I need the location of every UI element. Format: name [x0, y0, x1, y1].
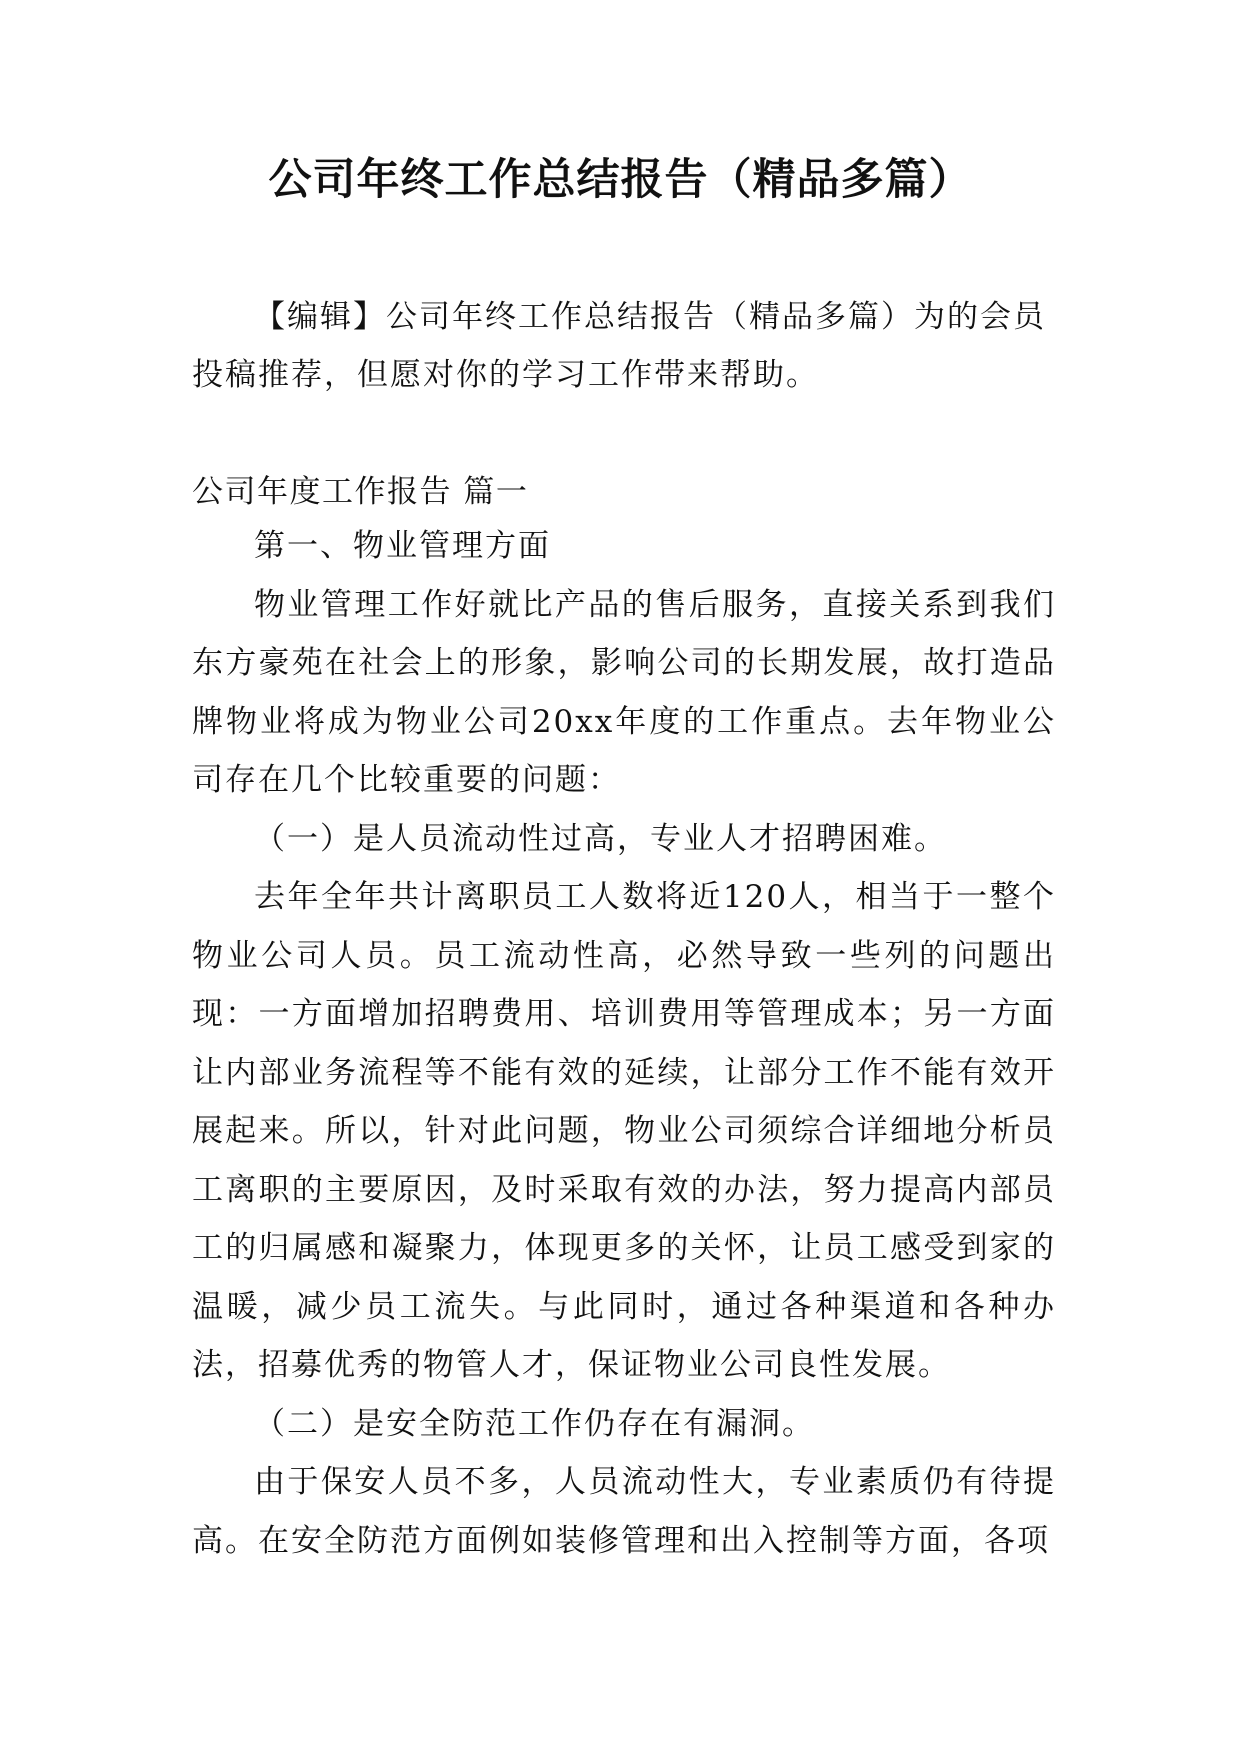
body-paragraph: 物业管理工作好就比产品的售后服务，直接关系到我们东方豪苑在社会上的形象，影响公司的长期发展，故打造品牌物业将成为物业公司20xx年度的工作重点。去年物业公司存在几个比较重要的问题： — [192, 586, 1056, 798]
body-paragraph: 去年全年共计离职员工人数将近120人，相当于一整个物业公司人员。员工流动性高，必然导致一些列的问题出现：一方面增加招聘费用、培训费用等管理成本；另一方面让内部业务流程等不能有效的延续，让部分工作不能有效开展起来。所以，针对此问题，物业公司须综合详细地分析员工离职的主要原因，及时采取有效的办法，努力提高内部员工的归属感和凝聚力，体现更多的关怀，让员工感受到家的温暖，减少员工流失。与此同时，通过各种渠道和各种办法，招募优秀的物管人才，保证物业公司良性发展。 — [192, 879, 1056, 1383]
body-paragraph: 由于保安人员不多，人员流动性大，专业素质仍有待提高。在安全防范方面例如装修管理和出入控制等方面，各项 — [192, 1464, 1056, 1559]
section-heading: 公司年度工作报告 篇一 — [192, 474, 529, 510]
subsection-heading: 第一、物业管理方面 — [254, 528, 551, 564]
intro-paragraph: 【编辑】公司年终工作总结报告（精品多篇）为的会员投稿推荐，但愿对你的学习工作带来帮助。 — [192, 299, 1046, 393]
issue-heading: （二）是安全防范工作仍存在有漏洞。 — [254, 1405, 815, 1442]
document-title: 公司年终工作总结报告（精品多篇） — [268, 155, 973, 205]
document-body — [192, 467, 1056, 1570]
issue-heading: （一）是人员流动性过高，专业人才招聘困难。 — [254, 820, 947, 857]
